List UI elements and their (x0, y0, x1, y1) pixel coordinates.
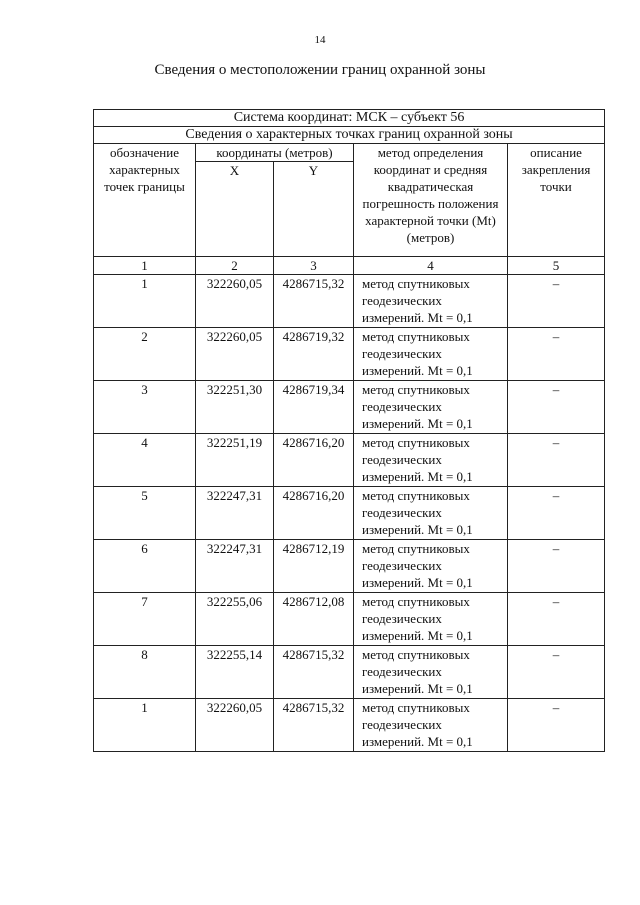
point-cell: 8 (94, 646, 196, 699)
column-number: 3 (274, 257, 354, 275)
fixing-cell: – (508, 646, 605, 699)
column-number: 1 (94, 257, 196, 275)
column-number: 4 (354, 257, 508, 275)
header-y: Y (274, 162, 354, 257)
point-cell: 6 (94, 540, 196, 593)
fixing-cell: – (508, 593, 605, 646)
y-cell: 4286719,32 (274, 328, 354, 381)
x-cell: 322255,14 (196, 646, 274, 699)
method-cell: метод спутниковых геодезических измерений. Mt = 0,1 (354, 593, 508, 646)
method-cell: метод спутниковых геодезических измерений. Mt = 0,1 (354, 487, 508, 540)
fixing-cell: – (508, 381, 605, 434)
header-x: X (196, 162, 274, 257)
method-cell: метод спутниковых геодезических измерений. Mt = 0,1 (354, 328, 508, 381)
y-cell: 4286712,19 (274, 540, 354, 593)
method-cell: метод спутниковых геодезических измерений. Mt = 0,1 (354, 699, 508, 752)
column-number: 5 (508, 257, 605, 275)
table-row (94, 593, 605, 646)
section-cell: Сведения о характерных точках границ охранной зоны (94, 127, 605, 144)
x-cell: 322255,06 (196, 593, 274, 646)
coordinate-system-row (94, 110, 605, 127)
fixing-cell: – (508, 540, 605, 593)
header-method: метод определения координат и средняя квадратическая погрешность положения характерной точки (Mt) (метров) (354, 144, 508, 257)
point-cell: 1 (94, 699, 196, 752)
table-row (94, 434, 605, 487)
section-row (94, 127, 605, 144)
header-coordinates: координаты (метров) (196, 144, 354, 162)
method-cell: метод спутниковых геодезических измерений. Mt = 0,1 (354, 646, 508, 699)
method-cell: метод спутниковых геодезических измерений. Mt = 0,1 (354, 434, 508, 487)
table-row (94, 646, 605, 699)
page-title: Сведения о местоположении границ охранной зоны (154, 62, 486, 78)
method-cell: метод спутниковых геодезических измерений. Mt = 0,1 (354, 275, 508, 328)
point-cell: 3 (94, 381, 196, 434)
fixing-cell: – (508, 328, 605, 381)
header-row (94, 144, 605, 162)
table-row (94, 381, 605, 434)
point-cell: 2 (94, 328, 196, 381)
fixing-cell: – (508, 275, 605, 328)
table-row (94, 487, 605, 540)
table-row (94, 540, 605, 593)
fixing-cell: – (508, 487, 605, 540)
x-cell: 322251,19 (196, 434, 274, 487)
x-cell: 322251,30 (196, 381, 274, 434)
y-cell: 4286716,20 (274, 434, 354, 487)
table-row (94, 275, 605, 328)
column-number-row (94, 257, 605, 275)
y-cell: 4286716,20 (274, 487, 354, 540)
method-cell: метод спутниковых геодезических измерений. Mt = 0,1 (354, 381, 508, 434)
y-cell: 4286719,34 (274, 381, 354, 434)
fixing-cell: – (508, 434, 605, 487)
x-cell: 322247,31 (196, 487, 274, 540)
coordinate-system-cell: Система координат: МСК – субъект 56 (94, 110, 605, 127)
fixing-cell: – (508, 699, 605, 752)
y-cell: 4286712,08 (274, 593, 354, 646)
header-fixing: описание закрепления точки (508, 144, 605, 257)
x-cell: 322260,05 (196, 275, 274, 328)
header-designation: обозначение характерных точек границы (94, 144, 196, 257)
y-cell: 4286715,32 (274, 699, 354, 752)
x-cell: 322260,05 (196, 699, 274, 752)
y-cell: 4286715,32 (274, 646, 354, 699)
point-cell: 7 (94, 593, 196, 646)
page-number: 14 (314, 34, 326, 46)
point-cell: 4 (94, 434, 196, 487)
x-cell: 322247,31 (196, 540, 274, 593)
point-cell: 5 (94, 487, 196, 540)
y-cell: 4286715,32 (274, 275, 354, 328)
x-cell: 322260,05 (196, 328, 274, 381)
boundary-points-table (93, 109, 605, 752)
column-number: 2 (196, 257, 274, 275)
method-cell: метод спутниковых геодезических измерений. Mt = 0,1 (354, 540, 508, 593)
table-row (94, 699, 605, 752)
table-row (94, 328, 605, 381)
point-cell: 1 (94, 275, 196, 328)
